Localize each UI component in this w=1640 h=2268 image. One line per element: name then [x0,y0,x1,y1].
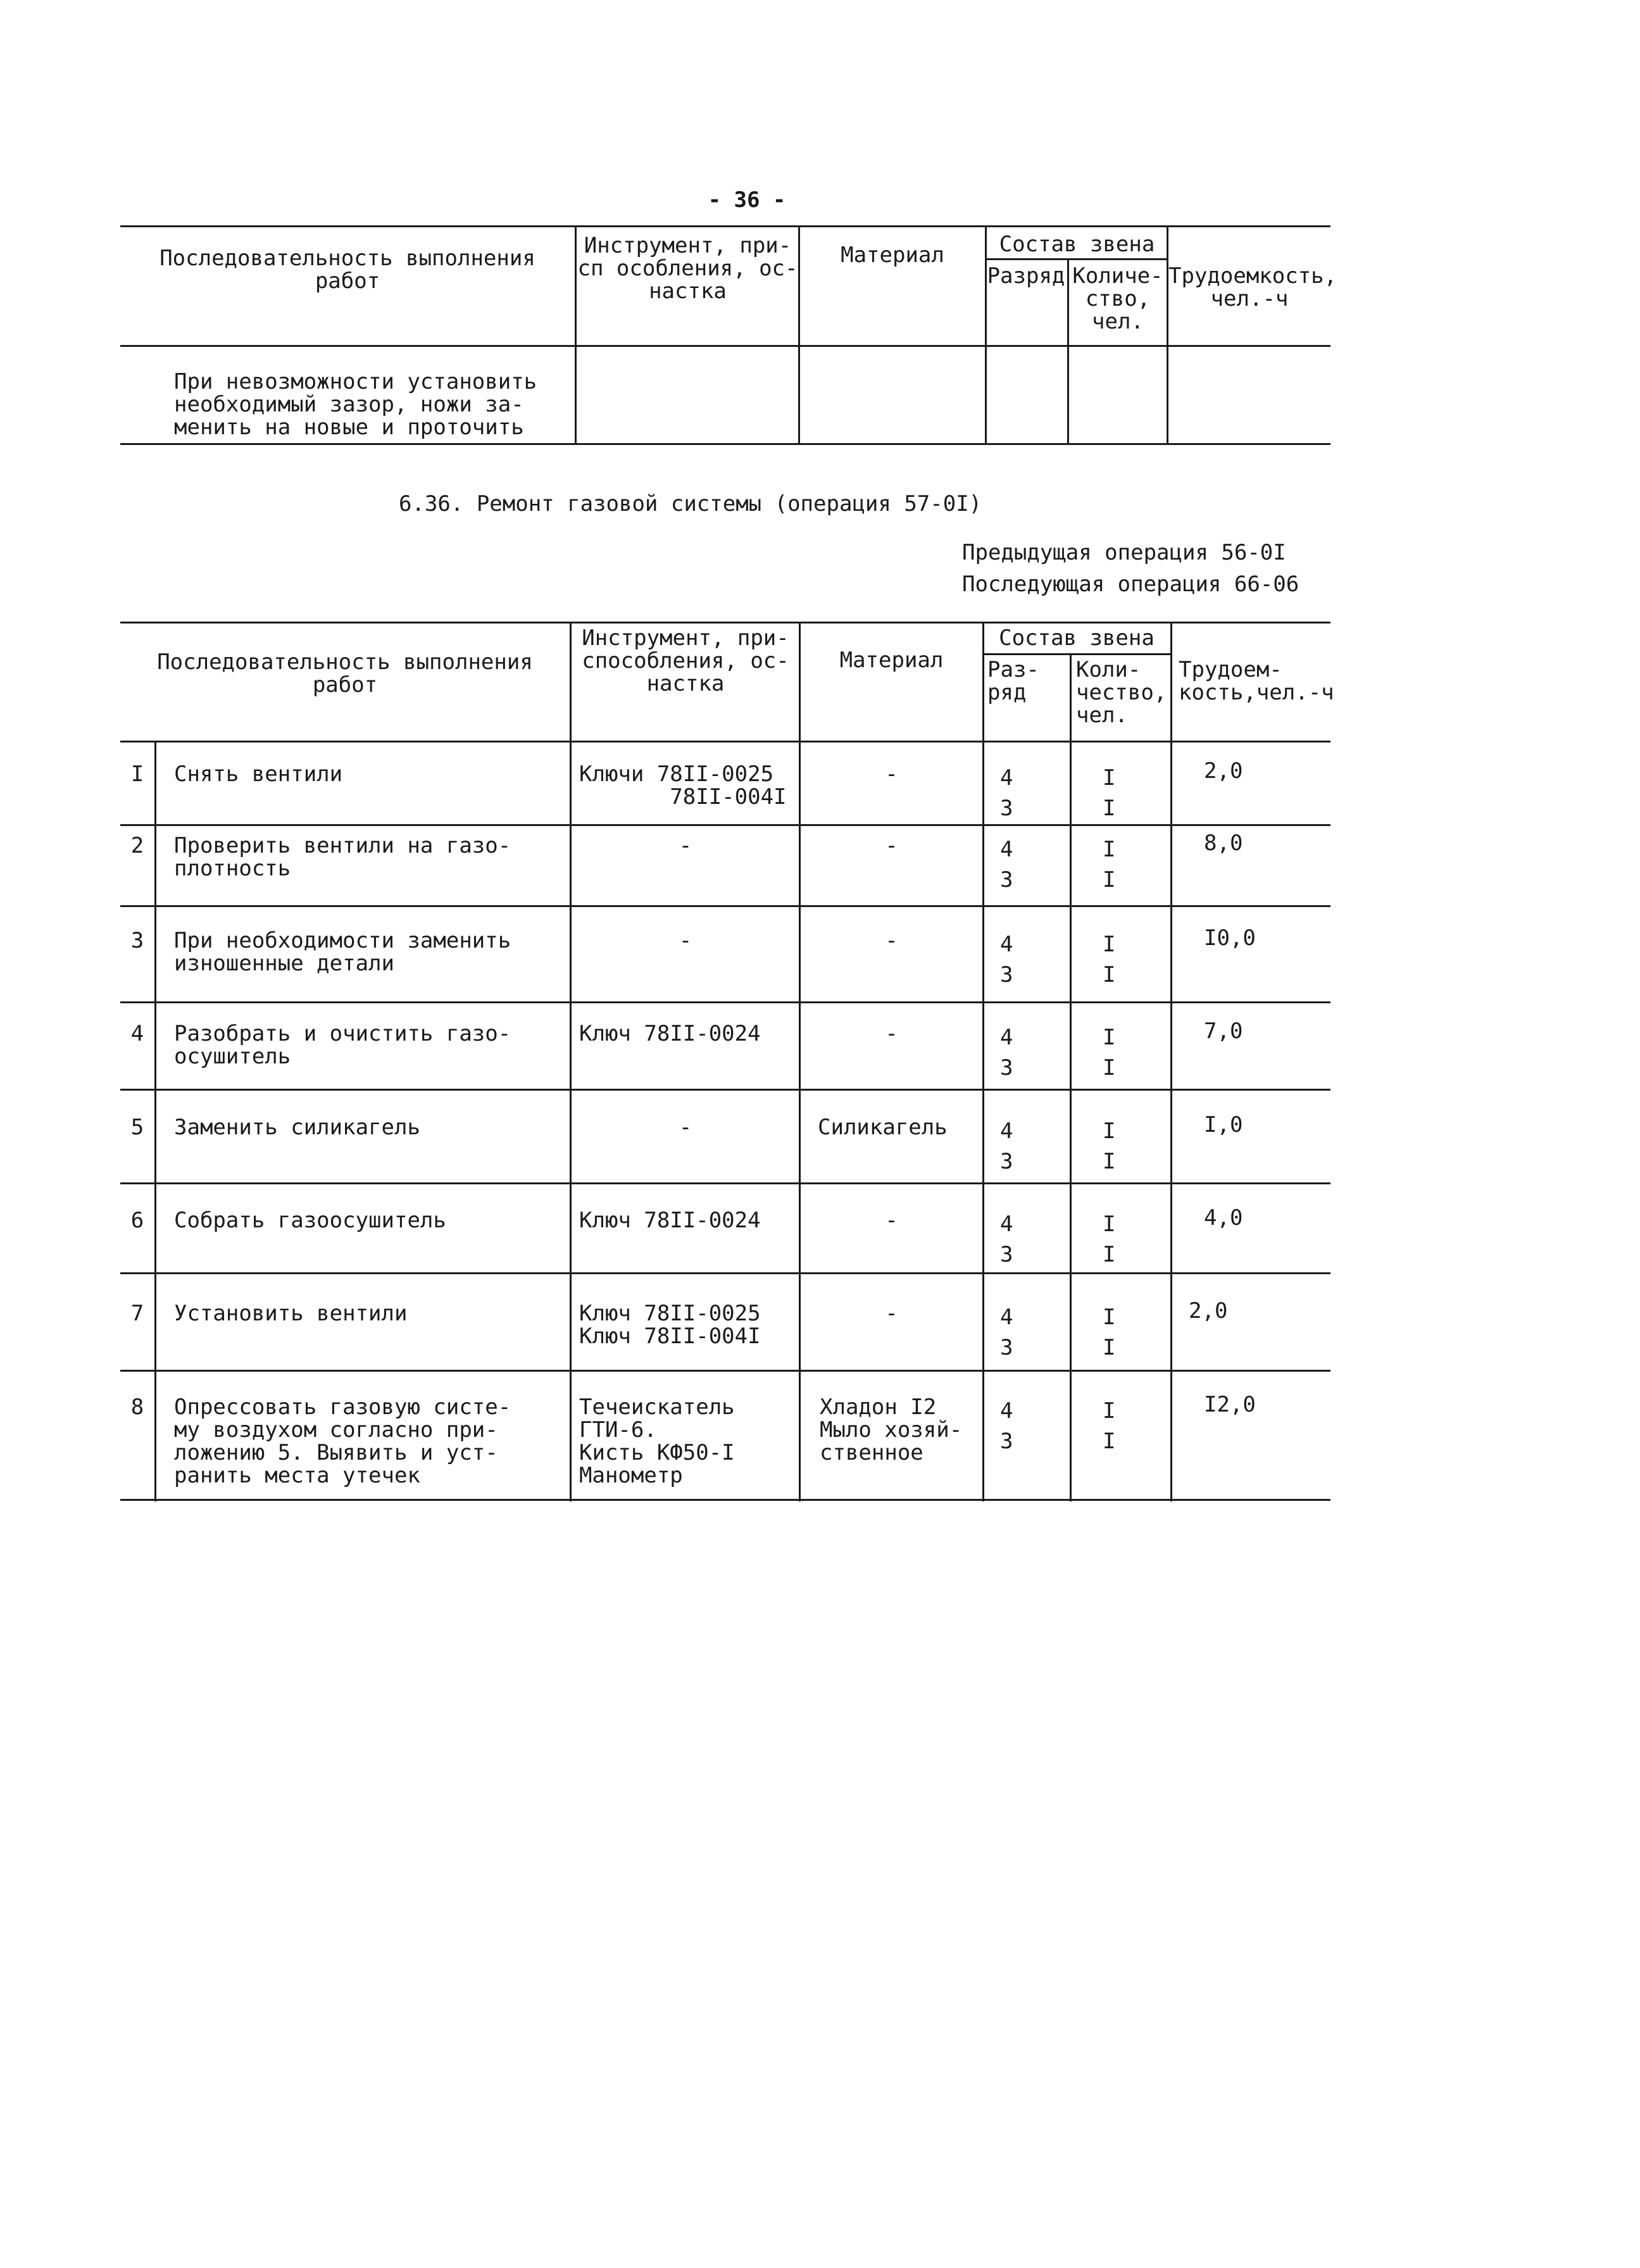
header-material: Материал [839,648,944,673]
row-material: - [885,761,898,787]
row-material: Хладон I2 Мыло хозяй- ственное [820,1394,963,1465]
row-labor: 7,0 [1204,1018,1243,1044]
row-grade: 4 3 [1000,1025,1013,1081]
row-count: I I [1103,1398,1116,1454]
row-count: I I [1103,932,1116,987]
section-title: 6.36. Ремонт газовой системы (операция 57-0I) [399,491,982,517]
page-number: - 36 - [708,187,786,213]
row-number: 6 [130,1208,144,1233]
header-tool: Инструмент, при- способления, ос- настка [582,625,789,696]
row-count: I I [1103,765,1116,821]
header-seq: Последовательность выполнения работ [160,246,535,294]
row-grade: 4 3 [1000,1398,1013,1454]
row-number: I [130,761,144,787]
row-number: 4 [130,1021,144,1046]
row-number: 7 [130,1301,144,1326]
row-count: I I [1103,1025,1116,1081]
row-labor: 2,0 [1189,1298,1228,1324]
row-work: Опрессовать газовую систе- му воздухом согласно при- ложению 5. Выявить и уст- ранить места утечек [174,1394,511,1488]
row-work: Снять вентили [174,761,343,787]
row-material: - [885,928,898,953]
row-tool: - [679,928,692,953]
row-work: Разобрать и очистить газо- осушитель [174,1021,511,1069]
header-grade: Разряд [987,263,1065,289]
table-row: При невозможности установить необходимый зазор, ножи за- менить на новые и проточить [174,369,537,440]
row-grade: 4 3 [1000,837,1013,893]
row-tool: Ключ 78II-0025 Ключ 78II-004I [579,1301,761,1349]
row-tool: Течеискатель ГТИ-6. Кисть КФ50-I Манометр [579,1394,735,1488]
row-count: I I [1103,1212,1116,1267]
next-operation: Последующая операция 66-06 [962,572,1299,597]
row-count: I I [1103,1305,1116,1360]
row-labor: I,0 [1204,1112,1243,1137]
header-seq: Последовательность выполнения работ [157,649,533,698]
header-material: Материал [841,242,944,268]
row-material: Силикагель [818,1115,948,1140]
row-number: 8 [130,1394,144,1420]
row-grade: 4 3 [1000,1305,1013,1360]
header-count: Коли- чество, чел. [1076,657,1167,728]
row-number: 2 [130,833,144,858]
row-material: - [885,1301,898,1326]
header-labor: Трудоем- кость,чел.-ч [1179,657,1334,705]
row-tool: - [679,833,692,858]
row-labor: 8,0 [1204,830,1243,856]
row-work: При необходимости заменить изношенные детали [174,928,511,976]
row-number: 5 [130,1115,144,1140]
header-crew: Состав звена [999,625,1155,651]
row-work: Проверить вентили на газо- плотность [174,833,511,881]
row-grade: 4 3 [1000,1212,1013,1267]
header-labor: Трудоемкость, чел.-ч [1168,263,1337,311]
header-tool: Инструмент, при- сп особления, ос- настка [577,233,798,304]
row-tool: Ключ 78II-0024 [579,1021,761,1046]
row-grade: 4 3 [1000,765,1013,821]
row-material: - [885,1208,898,1233]
row-work: Установить вентили [174,1301,408,1326]
row-work: Заменить силикагель [174,1115,420,1140]
row-labor: I2,0 [1204,1392,1256,1417]
header-crew: Состав звена [999,232,1155,257]
row-grade: 4 3 [1000,1118,1013,1174]
row-material: - [885,1021,898,1046]
row-material: - [885,833,898,858]
row-count: I I [1103,837,1116,893]
row-number: 3 [130,928,144,953]
row-labor: 2,0 [1204,758,1243,784]
row-labor: I0,0 [1204,925,1256,951]
header-grade: Раз- ряд [987,657,1039,705]
row-work: Собрать газоосушитель [174,1208,446,1233]
row-grade: 4 3 [1000,932,1013,987]
previous-operation: Предыдущая операция 56-0I [962,540,1286,565]
row-count: I I [1103,1118,1116,1174]
header-count: Количе- ство, чел. [1072,263,1163,334]
row-tool: - [679,1115,692,1140]
row-tool: Ключи 78II-0025 78II-004I [579,761,787,810]
row-labor: 4,0 [1204,1205,1243,1231]
row-tool: Ключ 78II-0024 [579,1208,761,1233]
